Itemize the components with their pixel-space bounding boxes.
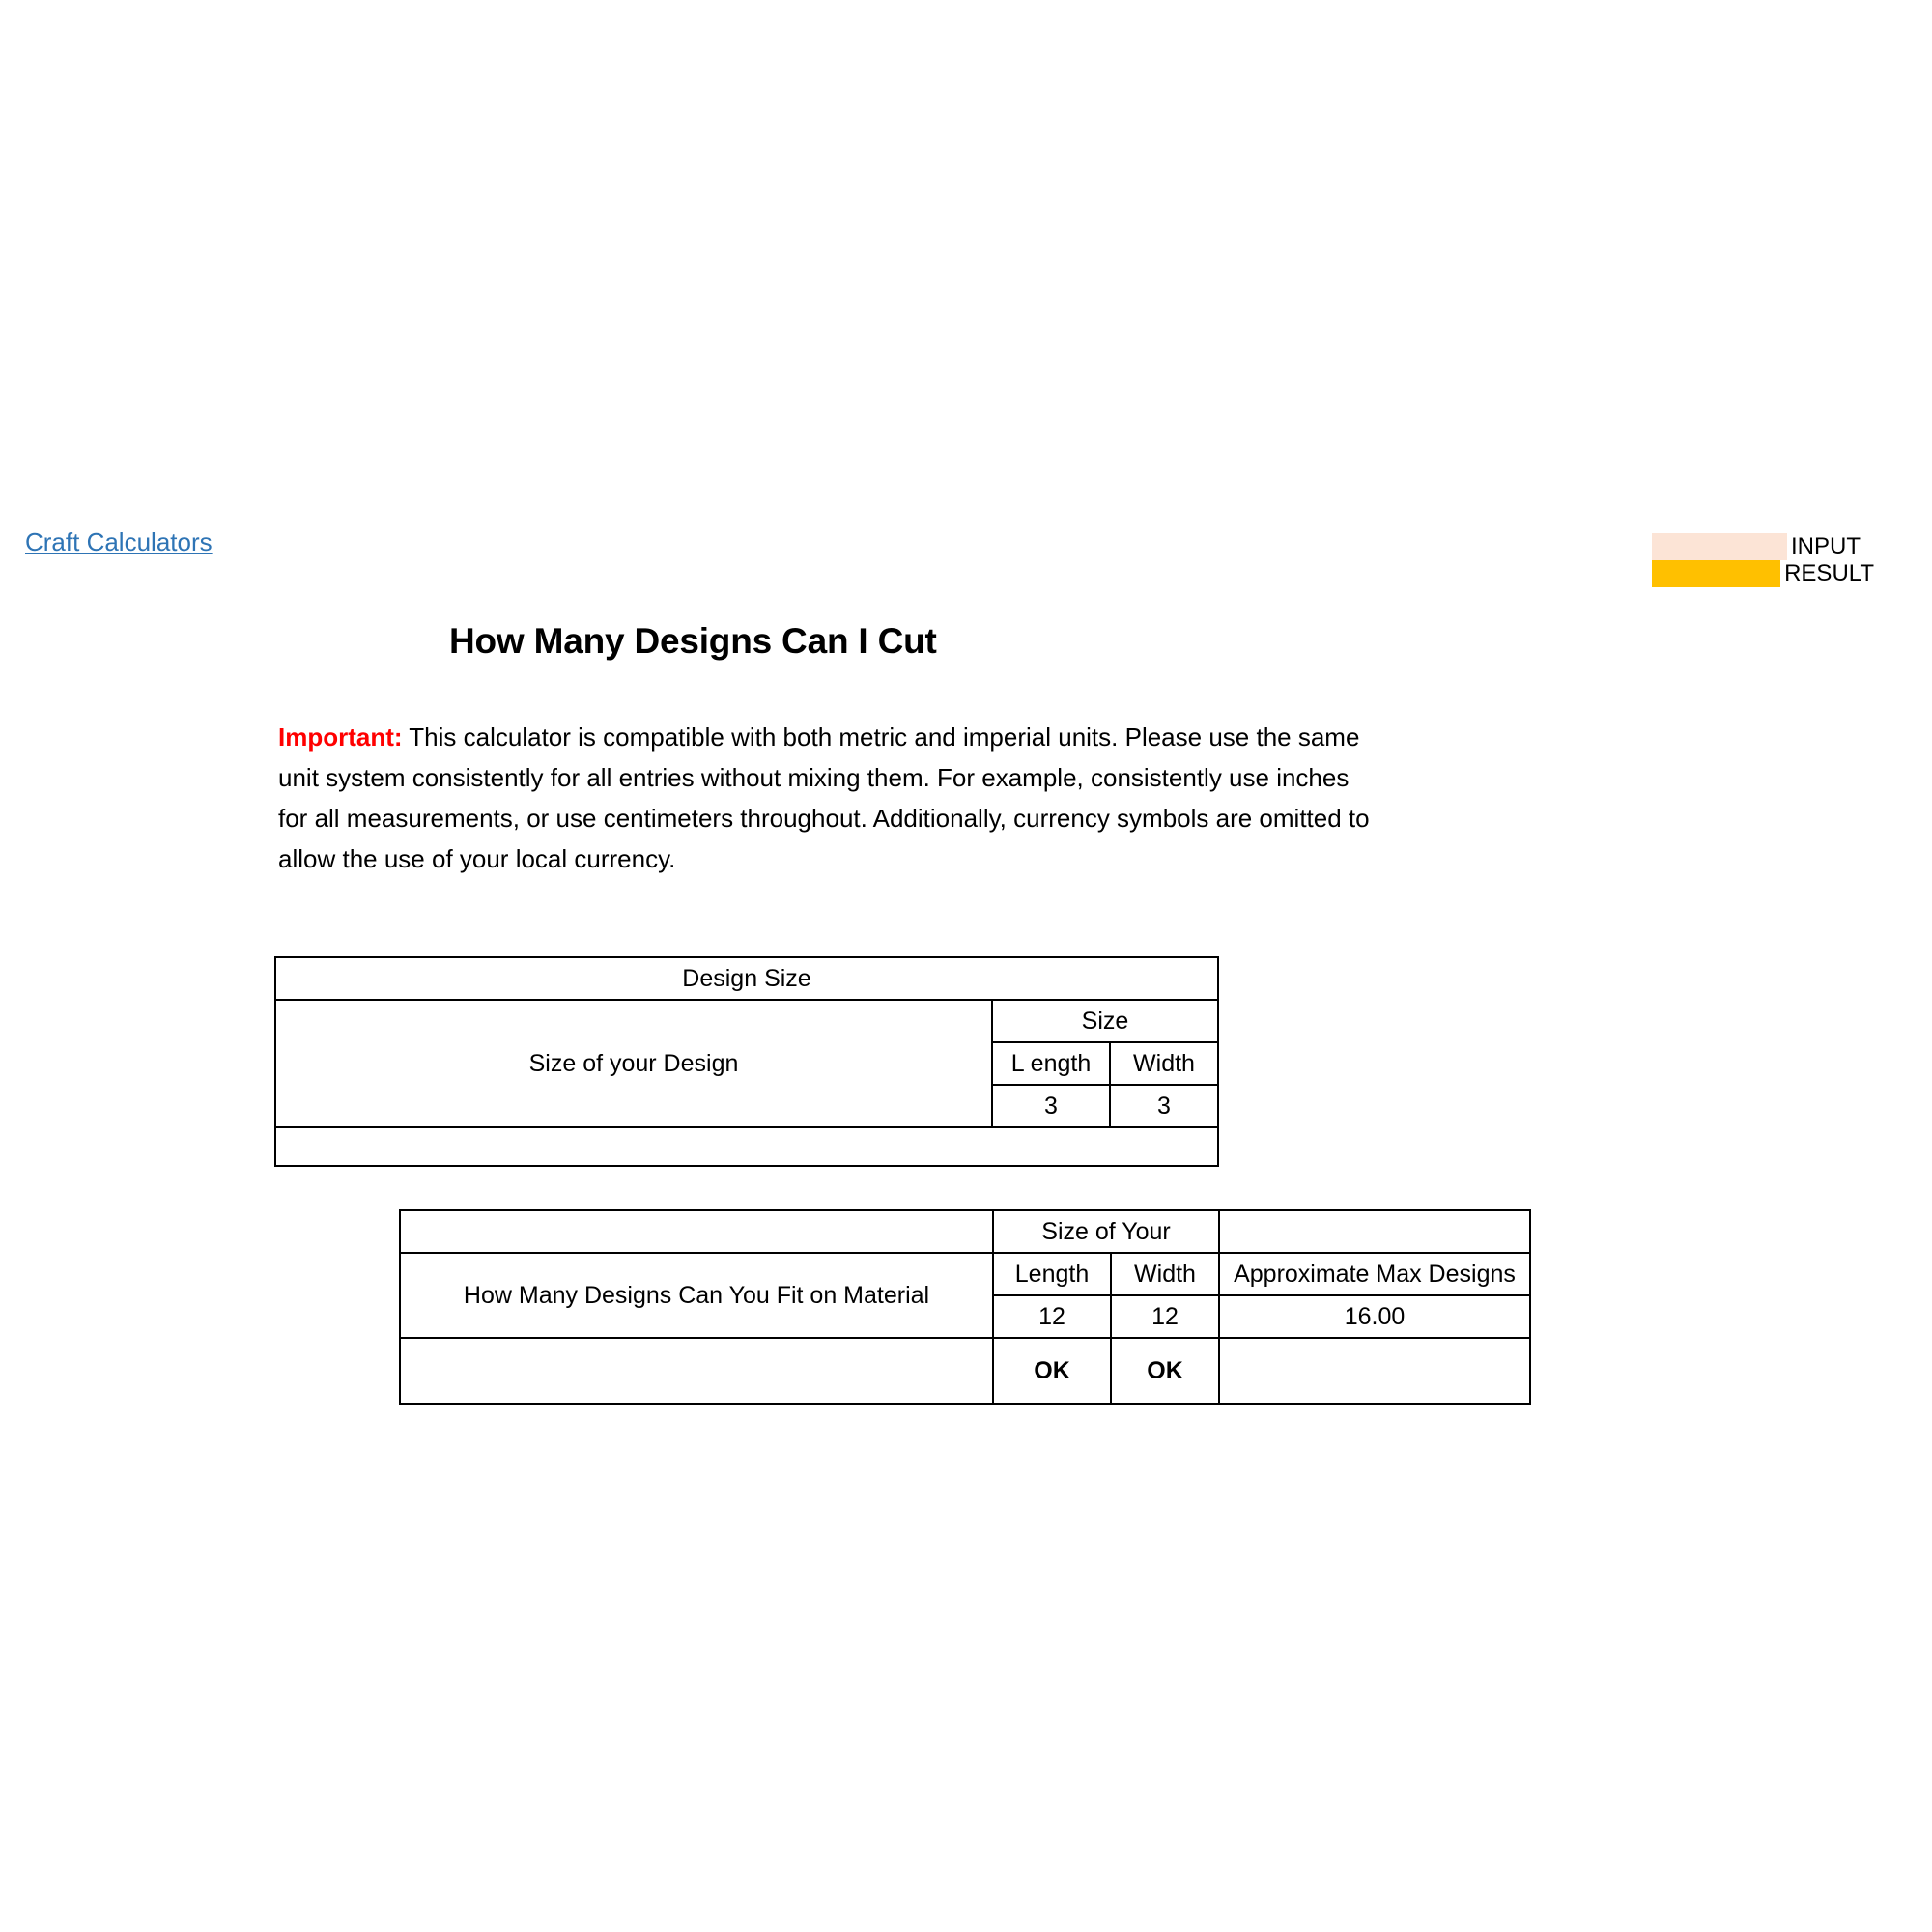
legend-row-input	[1652, 533, 1874, 560]
fit-result-value: 16.00	[1219, 1295, 1530, 1338]
table-row	[400, 1253, 1530, 1295]
table-row	[400, 1210, 1530, 1253]
design-row-label: Size of your Design	[275, 1000, 992, 1127]
design-table-black-bar	[275, 1127, 1218, 1166]
fit-col-result-header: Approximate Max Designs	[1219, 1253, 1530, 1295]
table-row	[275, 1000, 1218, 1042]
fit-spacer-cell	[400, 1210, 993, 1253]
fit-col-length-header: Length	[993, 1253, 1111, 1295]
design-length-input[interactable]: 3	[992, 1085, 1110, 1127]
design-col-length-header: L ength	[992, 1042, 1110, 1085]
legend-swatch-result	[1652, 560, 1780, 587]
legend	[1652, 533, 1874, 587]
legend-label-input: INPUT	[1791, 533, 1861, 559]
fit-status-spacer-right	[1219, 1338, 1530, 1404]
designs-fit-table	[399, 1209, 1531, 1405]
page-title: How Many Designs Can I Cut	[449, 621, 937, 661]
legend-label-result: RESULT	[1784, 560, 1874, 586]
design-col-width-header: Width	[1110, 1042, 1218, 1085]
fit-status-width: OK	[1111, 1338, 1219, 1404]
table-row	[275, 957, 1218, 1000]
table-row	[400, 1338, 1530, 1404]
fit-spacer-cell-right	[1219, 1210, 1530, 1253]
design-size-header: Design Size	[275, 957, 1218, 1000]
fit-size-group-header: Size of Your	[993, 1210, 1219, 1253]
fit-status-length: OK	[993, 1338, 1111, 1404]
design-size-group-header: Size	[992, 1000, 1218, 1042]
important-note	[278, 717, 1379, 879]
fit-length-input[interactable]: 12	[993, 1295, 1111, 1338]
table-row	[275, 1127, 1218, 1166]
fit-col-width-header: Width	[1111, 1253, 1219, 1295]
design-width-input[interactable]: 3	[1110, 1085, 1218, 1127]
legend-row-result	[1652, 560, 1874, 587]
design-size-table	[274, 956, 1219, 1167]
craft-calculators-link[interactable]: Craft Calculators	[25, 527, 213, 556]
fit-row-label: How Many Designs Can You Fit on Material	[400, 1253, 993, 1338]
fit-status-spacer	[400, 1338, 993, 1404]
important-text: This calculator is compatible with both metric and imperial units. Please use the same unit system consistently for all entries without mixing them. For example, consistently use inches for all measurements, or use centimeters throughout. Additionally, currency symbols are omitted to allow the use of your local currency.	[278, 723, 1370, 873]
important-label: Important:	[278, 723, 403, 752]
legend-swatch-input	[1652, 533, 1787, 560]
fit-width-input[interactable]: 12	[1111, 1295, 1219, 1338]
